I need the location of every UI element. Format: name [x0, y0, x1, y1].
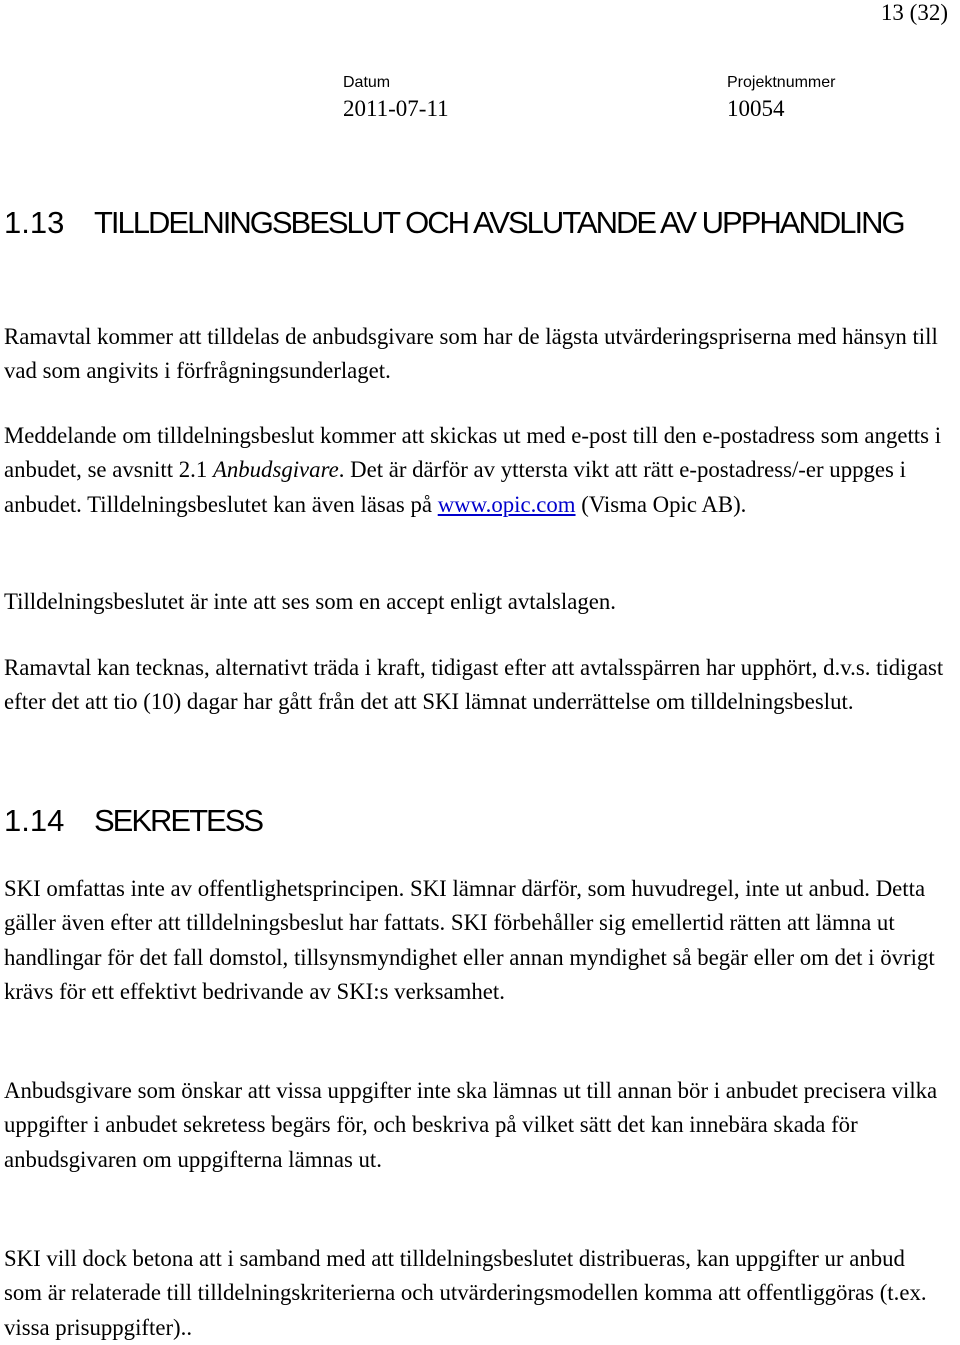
- notification-text-2: . Det är därför av yttersta vikt att rätt e-postadress/-er uppges i anbudet. Tilldelningsbeslutet kan även läsas på: [4, 457, 906, 517]
- section-number: 1.13: [4, 205, 65, 240]
- paragraph-confidentiality: SKI omfattas inte av offentlighetsprincipen. SKI lämnar därför, som huvudregel, inte ut anbud. Detta gäller även efter att tilldelningsbeslut har fattats. SKI förbehåller sig emellertid rätten att lämna ut handlingar för det fall domstol, tillsynsmyndighet eller annan myndighet så begär eller om det i övrigt krävs för ett effektivt bedrivande av SKI:s verksamhet.: [4, 876, 935, 1004]
- opic-link[interactable]: www.opic.com: [437, 491, 576, 517]
- page-number: 13 (32): [880, 0, 948, 25]
- date-label: Datum: [343, 74, 391, 91]
- section-heading-1-14: [4, 802, 904, 839]
- section-title: SEKRETESS: [94, 803, 263, 838]
- paragraph-contract-signing: Ramavtal kan tecknas, alternativt träda i kraft, tidigast efter att avtalsspärren har upphört, d.v.s. tidigast efter det att tio (10) dagar har gått från det att SKI lämnat underrättelse om tilldelningsbeslut.: [4, 655, 944, 715]
- paragraph-bidder-request: Anbudsgivare som önskar att vissa uppgifter inte ska lämnas ut till annan bör i anbudet precisera vilka uppgifter i anbudet sekretess begärs för, och beskriva på vilket sätt det kan innebära skada för anbudsgivaren om uppgifterna lämnas ut.: [4, 1078, 938, 1172]
- paragraph-notification: [4, 419, 944, 522]
- paragraph-award: Ramavtal kommer att tilldelas de anbudsgivare som har de lägsta utvärderingspriserna med hänsyn till vad som angivits i förfrågningsunderlaget.: [4, 324, 938, 384]
- section-title: TILLDELNINGSBESLUT OCH AVSLUTANDE AV UPPHANDLING: [94, 205, 904, 240]
- section-reference: Anbudsgivare: [212, 457, 339, 483]
- notification-text-1: Meddelande om tilldelningsbeslut kommer att skickas ut med e-post till den e-postadress som angetts i anbudet, se avsnitt 2.1: [4, 423, 942, 483]
- paragraph-not-accept: Tilldelningsbeslutet är inte att ses som en accept enligt avtalslagen.: [4, 589, 616, 614]
- paragraph-disclosure-note: SKI vill dock betona att i samband med att tilldelningsbeslutet distribueras, kan uppgifter ur anbud som är relaterade till tilldelningskriterierna och utvärderingsmodellen komma att offentliggöras (t.ex. vissa prisuppgifter)..: [4, 1246, 927, 1340]
- notification-text-3: (Visma Opic AB).: [575, 491, 747, 517]
- date-value: 2011-07-11: [343, 96, 449, 121]
- section-number: 1.14: [4, 803, 65, 838]
- project-number-value: 10054: [727, 96, 785, 121]
- project-number-label: Projektnummer: [727, 74, 836, 91]
- section-heading-1-13: [4, 204, 904, 241]
